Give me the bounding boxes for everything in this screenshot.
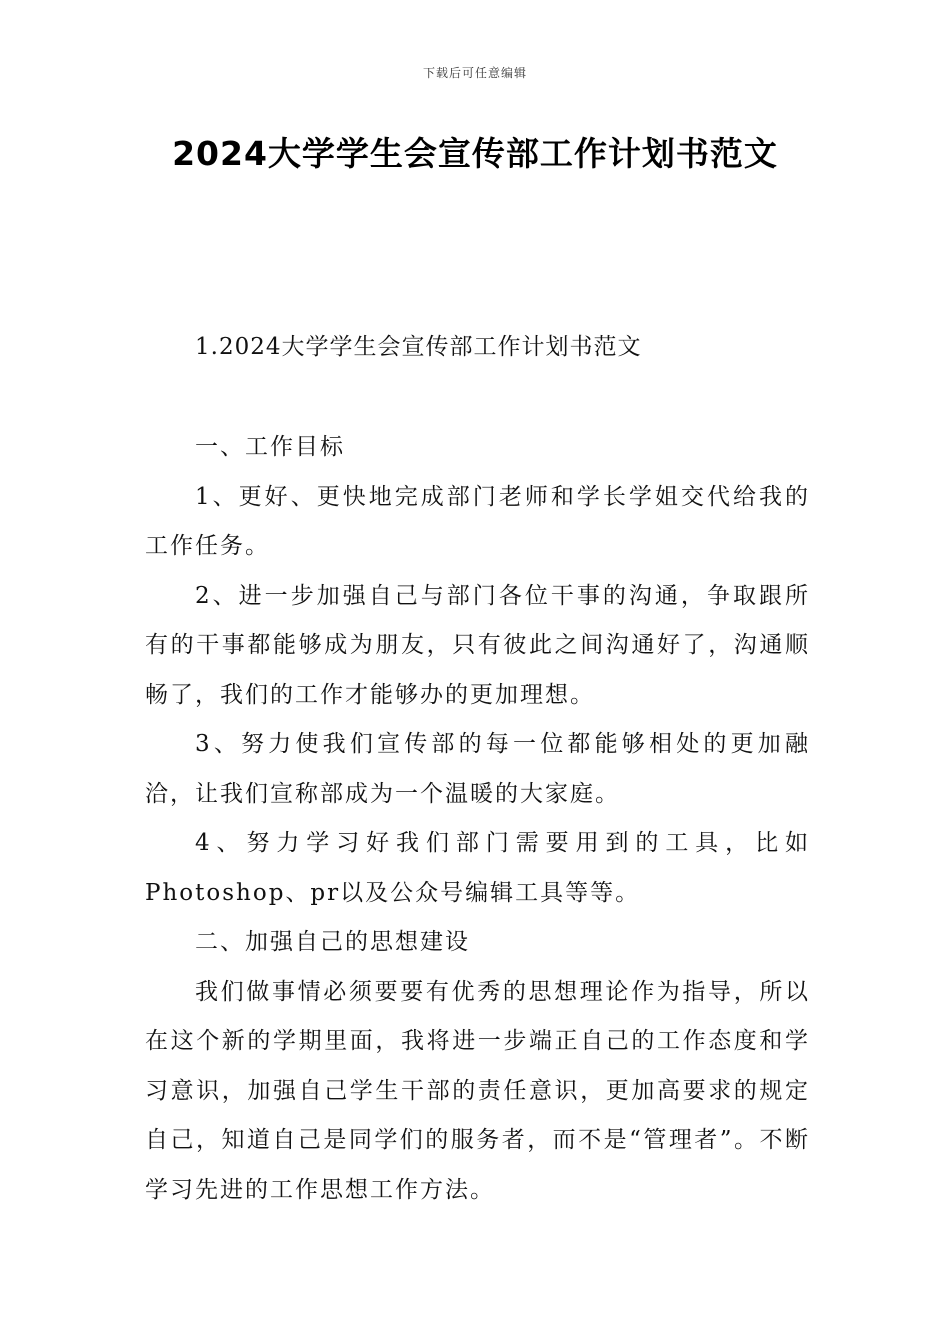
paragraph-goal-1: 1、更好、更快地完成部门老师和学长学姐交代给我的工作任务。 xyxy=(145,483,810,559)
document-title: 2024大学学生会宣传部工作计划书范文 xyxy=(172,134,778,173)
document-body xyxy=(145,423,810,1215)
header-note: 下载后可任意编辑 xyxy=(422,66,527,80)
paragraph-goal-3: 3、努力使我们宣传部的每一位都能够相处的更加融洽，让我们宣称部成为一个温暖的大家庭。 xyxy=(145,731,810,807)
section-subtitle: 1.2024大学学生会宣传部工作计划书范文 xyxy=(195,334,642,360)
heading-ideology: 二、加强自己的思想建设 xyxy=(195,929,470,955)
paragraph-goal-2: 2、进一步加强自己与部门各位干事的沟通，争取跟所有的干事都能够成为朋友，只有彼此之间沟通好了，沟通顺畅了，我们的工作才能够办的更加理想。 xyxy=(145,582,810,708)
heading-work-goals: 一、工作目标 xyxy=(195,434,345,460)
paragraph-goal-4: 4、努力学习好我们部门需要用到的工具，比如Photoshop、pr以及公众号编辑工具等等。 xyxy=(145,830,810,906)
paragraph-ideology: 我们做事情必须要要有优秀的思想理论作为指导，所以在这个新的学期里面，我将进一步端正自己的工作态度和学习意识，加强自己学生干部的责任意识，更加高要求的规定自己，知道自己是同学们的服务者，而不是“管理者”。不断学习先进的工作思想工作方法。 xyxy=(145,978,810,1203)
